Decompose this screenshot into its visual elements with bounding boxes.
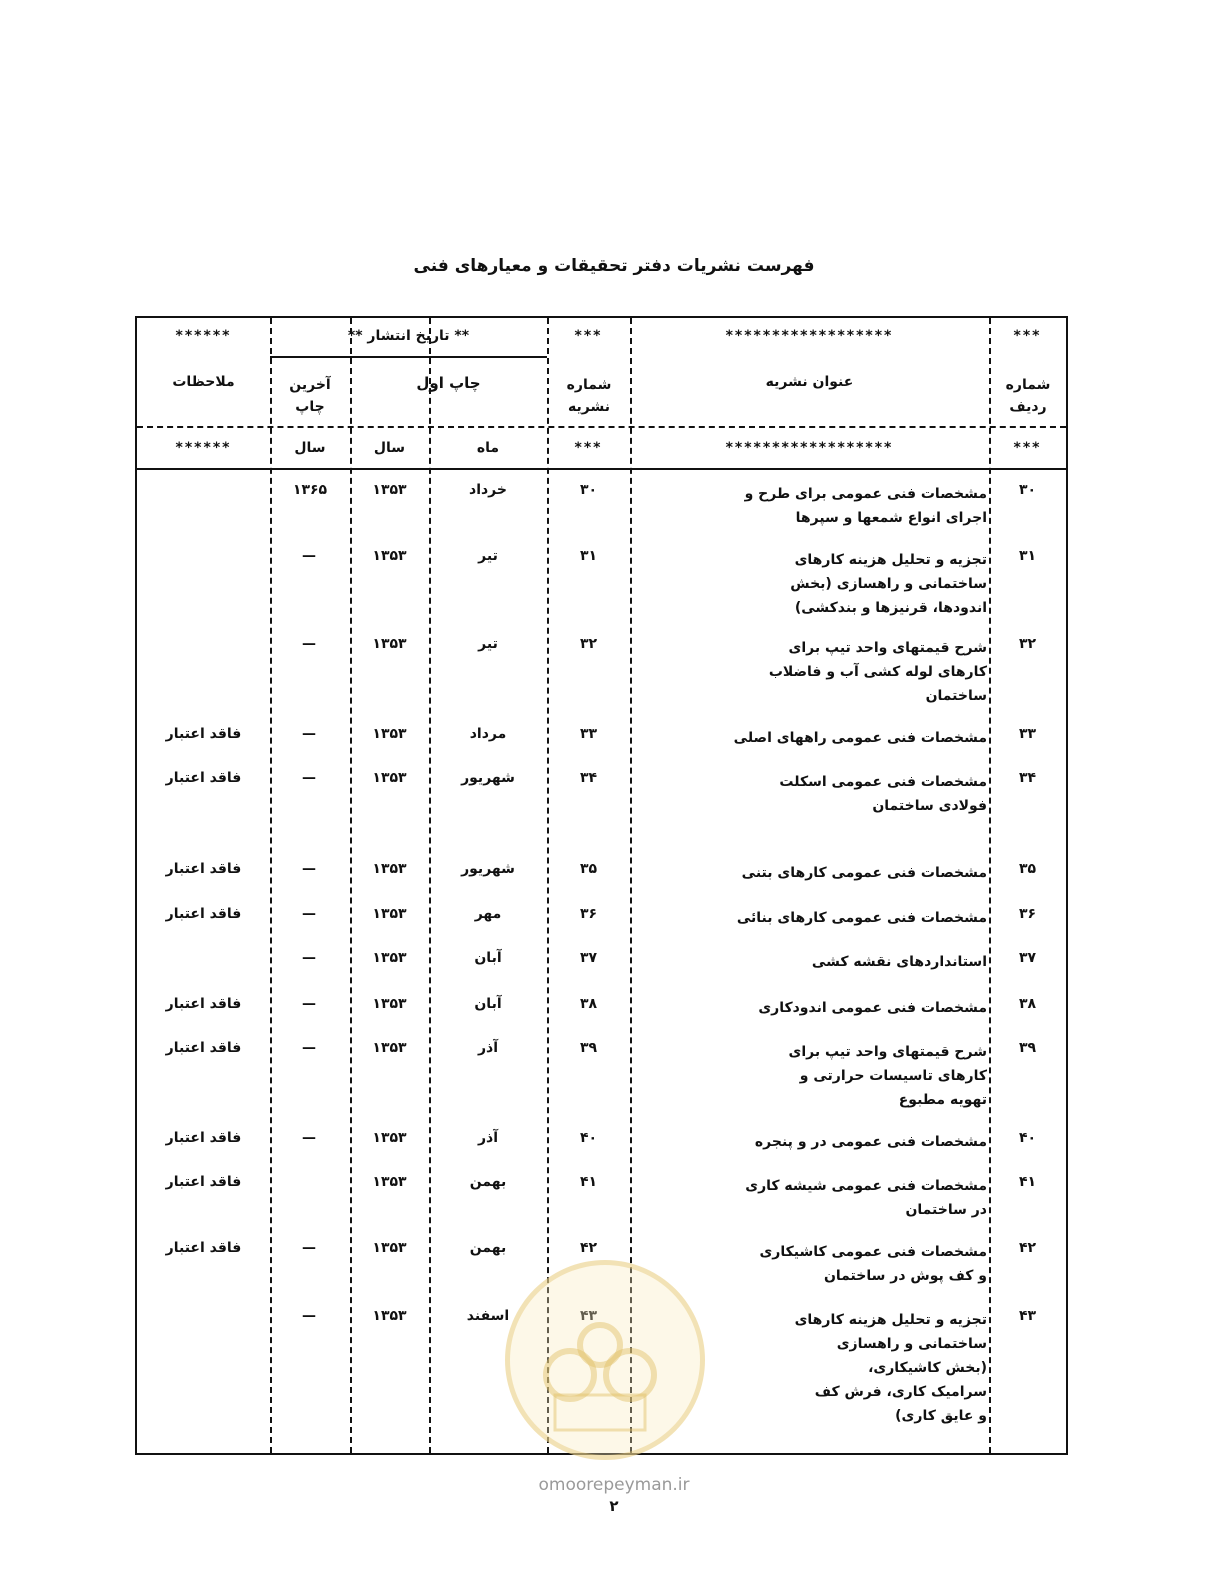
row-year: ۱۳۵۳ [372,1308,407,1324]
header-stars-row: *** [1013,328,1042,344]
row-pub-number: ۴۰ [579,1130,598,1146]
row-last-print: — [302,906,318,922]
row-title: مشخصات فنی عمومی کارهای بتنی [741,865,987,881]
row-last-print: ۱۳۶۵ [292,482,328,498]
row-title: شرح قیمتهای واحد تیپ برای کارهای لوله کشی آب و فاضلاب ساختمان [768,640,987,704]
row-number: ۳۱ [1018,548,1037,564]
row-month: تیر [478,636,498,652]
table-row [137,636,1066,721]
row-pub-number: ۴۱ [579,1174,598,1190]
row-last-print: — [302,1240,318,1256]
row-number: ۳۵ [1018,861,1037,877]
row-remark: فاقد اعتبار [165,906,242,922]
row-title: تجزیه و تحلیل هزینه کارهای ساختمانی و راهسازی (بخش کاشیکاری، سرامیک کاری، فرش کف و عایق کاری) [794,1312,987,1424]
row-title: شرح قیمتهای واحد تیپ برای کارهای تاسیسات حرارتی و تهویه مطبوع [788,1044,987,1108]
row-last-print: — [302,548,318,564]
header-pub-no: شماره نشریه [566,377,612,415]
table-row [137,482,1066,552]
row-number: ۳۸ [1018,996,1037,1012]
row-number: ۴۱ [1018,1174,1037,1190]
table-row [137,726,1066,766]
header-pub-title: عنوان نشریه [765,374,854,390]
header-year-last: سال [294,440,326,456]
row-year: ۱۳۵۳ [372,726,407,742]
row-month: آبان [474,950,502,966]
row-title: مشخصات فنی عمومی در و پنجره [754,1134,987,1150]
row-year: ۱۳۵۳ [372,1130,407,1146]
watermark-seal-icon [505,1260,705,1460]
row-number: ۳۲ [1018,636,1037,652]
row-title: مشخصات فنی عمومی اسکلت فولادی ساختمان [779,774,987,814]
table-row [137,950,1066,990]
row-pub-number: ۴۳ [579,1308,598,1324]
row-last-print: — [302,950,318,966]
row-last-print: — [302,861,318,877]
table-row [137,861,1066,901]
header-stars-title: ****************** [725,328,894,344]
row-remark: فاقد اعتبار [165,861,242,877]
row-pub-number: ۳۸ [579,996,598,1012]
row-number: ۳۰ [1018,482,1037,498]
row-year: ۱۳۵۳ [372,770,407,786]
row-last-print: — [302,996,318,1012]
row-month: شهریور [461,861,515,877]
header-stars-no: *** [574,328,603,344]
row-month: آذر [477,1040,499,1056]
row-year: ۱۳۵۳ [372,482,407,498]
header-stars-row-2: *** [1013,440,1042,456]
row-year: ۱۳۵۳ [372,1040,407,1056]
row-year: ۱۳۵۳ [372,861,407,877]
header-stars-title-2: ****************** [725,440,894,456]
row-last-print: — [302,726,318,742]
row-last-print: — [302,636,318,652]
row-year: ۱۳۵۳ [372,906,407,922]
row-remark: فاقد اعتبار [165,1040,242,1056]
watermark-url: omoorepeyman.ir [538,1475,690,1495]
row-year: ۱۳۵۳ [372,548,407,564]
row-title: مشخصات فنی عمومی کارهای بنائی [736,910,987,926]
header-first-print: چاپ اول [416,374,481,392]
row-title: مشخصات فنی عمومی شیشه کاری در ساختمان [745,1178,987,1218]
row-remark: فاقد اعتبار [165,1240,242,1256]
row-number: ۳۶ [1018,906,1037,922]
row-remark: فاقد اعتبار [165,996,242,1012]
row-month: آبان [474,996,502,1012]
table-row [137,996,1066,1036]
row-pub-number: ۳۴ [579,770,598,786]
header-month: ماه [476,440,500,456]
row-month: مهر [474,906,502,922]
table-row [137,1040,1066,1125]
row-remark: فاقد اعتبار [165,726,242,742]
row-last-print: — [302,1130,318,1146]
row-title: مشخصات فنی عمومی کاشیکاری و کف پوش در ساختمان [759,1244,987,1284]
row-month: بهمن [469,1174,507,1190]
header-last-print: آخرین چاپ [289,377,331,415]
row-year: ۱۳۵۳ [372,1174,407,1190]
row-pub-number: ۳۱ [579,548,598,564]
row-last-print: — [302,1040,318,1056]
row-month: تیر [478,548,498,564]
row-pub-number: ۳۳ [579,726,598,742]
row-pub-number: ۳۰ [579,482,598,498]
row-remark: فاقد اعتبار [165,1130,242,1146]
row-last-print: — [302,1308,318,1324]
header-remarks: ملاحظات [172,374,235,390]
row-title: مشخصات فنی عمومی راههای اصلی [733,730,987,746]
row-pub-number: ۳۹ [579,1040,598,1056]
header-year: سال [373,440,406,456]
row-number: ۳۹ [1018,1040,1037,1056]
row-title: تجزیه و تحلیل هزینه کارهای ساختمانی و راهسازی (بخش اندودها، قرنیزها و بندکشی) [790,552,987,616]
row-month: اسفند [466,1308,510,1324]
table-row [137,1130,1066,1170]
row-pub-number: ۴۲ [579,1240,598,1256]
row-pub-number: ۳۶ [579,906,598,922]
table-row [137,548,1066,633]
row-year: ۱۳۵۳ [372,996,407,1012]
row-title: مشخصات فنی عمومی اندودکاری [758,1000,987,1016]
row-number: ۳۷ [1018,950,1037,966]
row-month: آذر [477,1130,499,1146]
row-year: ۱۳۵۳ [372,1240,407,1256]
page-title: فهرست نشریات دفتر تحقیقات و معیارهای فنی [413,256,815,276]
header-stars-remarks-2: ****** [175,440,232,456]
row-remark: فاقد اعتبار [165,1174,242,1190]
row-number: ۳۳ [1018,726,1037,742]
header-publish-date: ** تاریخ انتشار ** [347,328,470,344]
row-month: مرداد [469,726,507,742]
row-month: بهمن [469,1240,507,1256]
row-month: شهریور [461,770,515,786]
table-row [137,906,1066,946]
table-row [137,1174,1066,1234]
header-row-no: شماره ردیف [1005,377,1051,415]
row-year: ۱۳۵۳ [372,950,407,966]
row-number: ۴۲ [1018,1240,1037,1256]
page-number: ۲ [609,1497,619,1515]
header-stars-remarks: ****** [175,328,232,344]
row-remark: فاقد اعتبار [165,770,242,786]
row-title: مشخصات فنی عمومی برای طرح و اجرای انواع شمعها و سپرها [744,486,987,526]
row-number: ۳۴ [1018,770,1037,786]
row-pub-number: ۳۲ [579,636,598,652]
row-pub-number: ۳۵ [579,861,598,877]
row-number: ۴۰ [1018,1130,1037,1146]
row-year: ۱۳۵۳ [372,636,407,652]
row-number: ۴۳ [1018,1308,1037,1324]
table-row [137,770,1066,850]
row-title: استانداردهای نقشه کشی [811,954,987,970]
row-month: خرداد [469,482,507,498]
row-last-print: — [302,770,318,786]
header-stars-no-2: *** [574,440,603,456]
row-pub-number: ۳۷ [579,950,598,966]
